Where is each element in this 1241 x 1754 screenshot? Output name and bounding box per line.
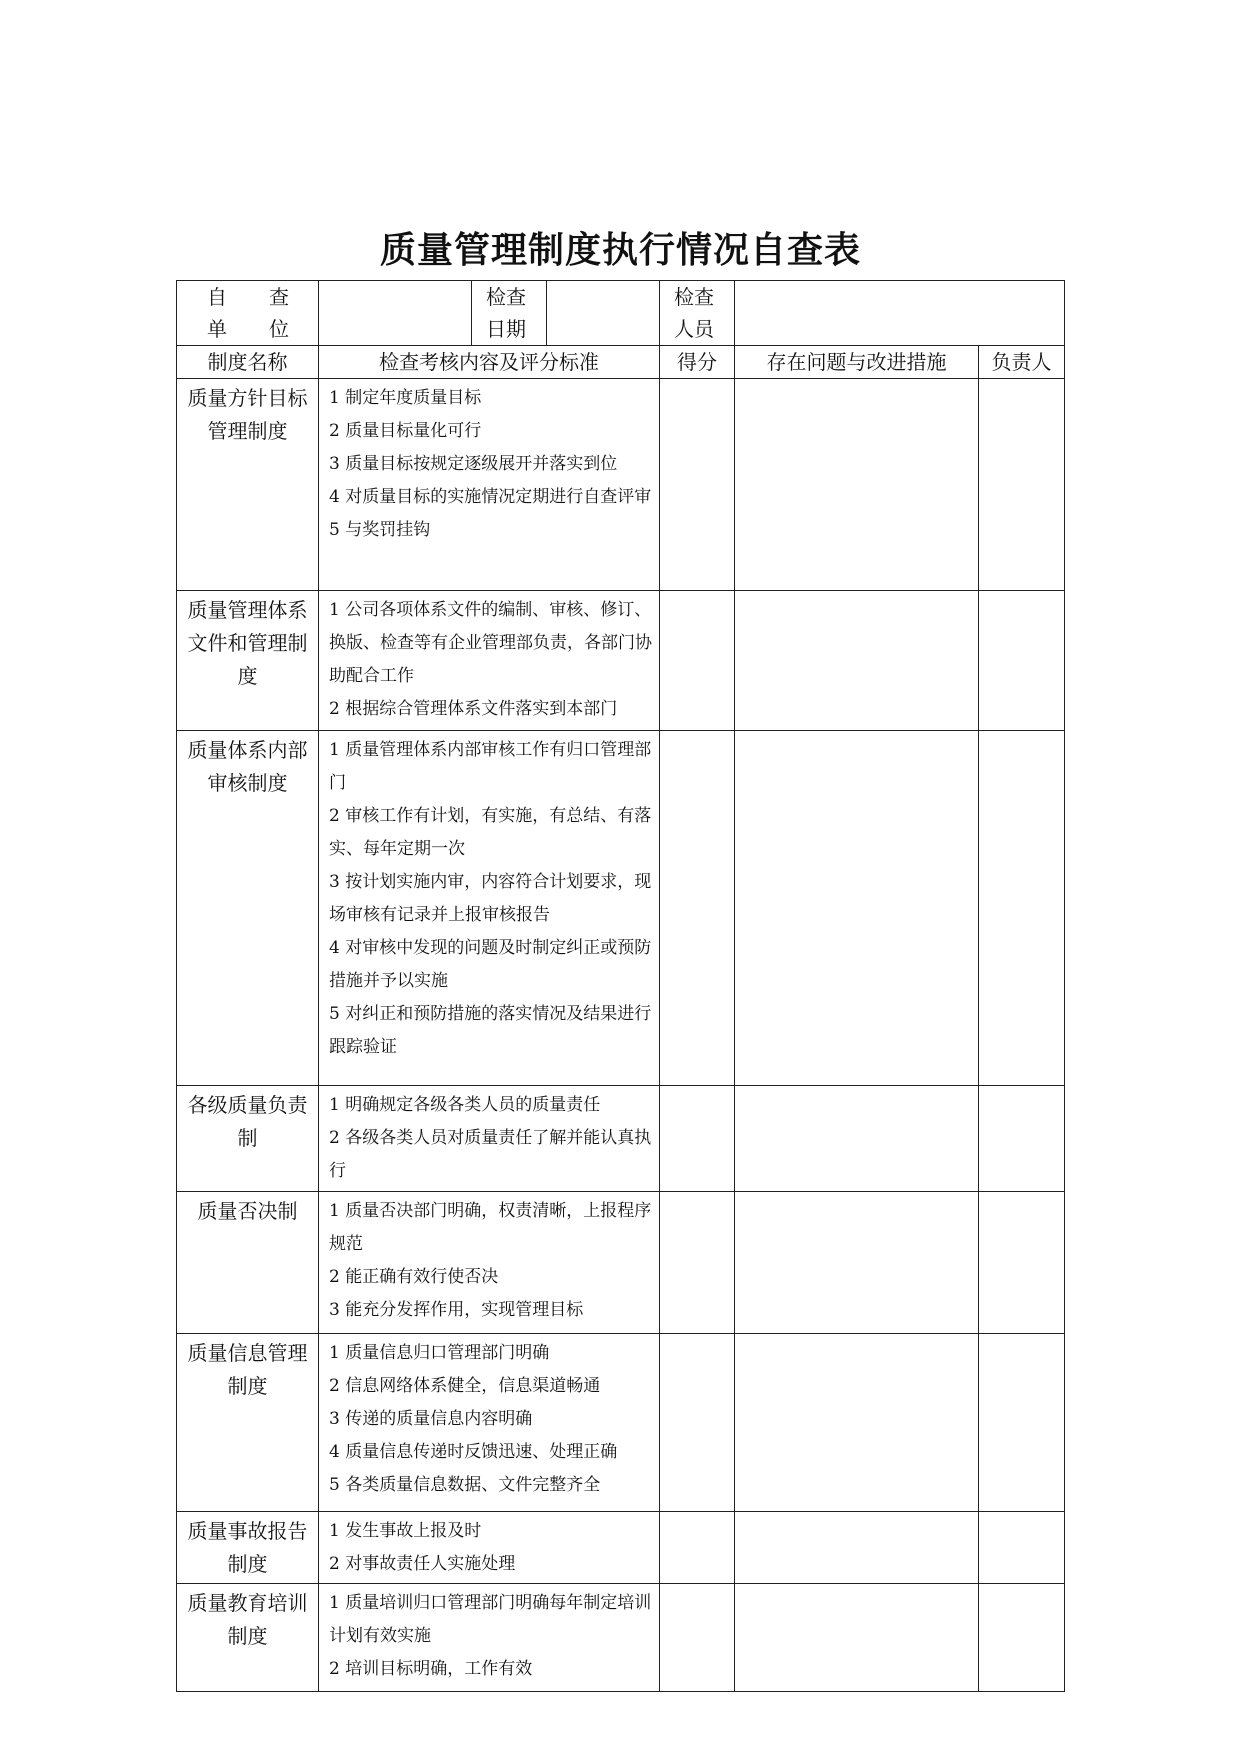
owner-cell[interactable] (979, 591, 1065, 731)
criteria-item: 1 制定年度质量目标 (329, 388, 482, 408)
header-row (177, 281, 1065, 346)
criteria-item: 4 对审核中发现的问题及时制定纠正或预防措施并予以实施 (329, 938, 652, 991)
criteria-item: 2 审核工作有计划，有实施，有总结、有落实、每年定期一次 (329, 806, 652, 859)
column-header-issues: 存在问题与改进措施 (735, 346, 979, 379)
column-header-name: 制度名称 (177, 346, 319, 379)
criteria-item: 4 质量信息传递时反馈迅速、处理正确 (329, 1442, 618, 1462)
criteria-item: 3 按计划实施内审，内容符合计划要求，现场审核有记录并上报审核报告 (329, 872, 652, 925)
criteria-list (319, 1334, 660, 1512)
criteria-list (319, 1584, 660, 1692)
owner-cell[interactable] (979, 731, 1065, 1086)
score-cell[interactable] (660, 731, 735, 1086)
score-cell[interactable] (660, 379, 735, 591)
issues-cell[interactable] (735, 1584, 979, 1692)
criteria-item: 5 与奖罚挂钩 (329, 520, 431, 540)
criteria-list (319, 591, 660, 731)
issues-cell[interactable] (735, 731, 979, 1086)
criteria-list (319, 379, 660, 591)
date-label: 检查 日期 (472, 281, 547, 346)
column-header-owner: 负责人 (979, 346, 1065, 379)
criteria-item: 3 质量目标按规定逐级展开并落实到位 (329, 454, 618, 474)
system-name: 质量管理体系文件和管理制度 (177, 591, 319, 731)
score-cell[interactable] (660, 1192, 735, 1334)
criteria-item: 1 公司各项体系文件的编制、审核、修订、换版、检查等有企业管理部负责，各部门协助配合工作 (329, 600, 652, 686)
system-name: 质量信息管理制度 (177, 1334, 319, 1512)
table-row (177, 1086, 1065, 1192)
criteria-item: 1 质量信息归口管理部门明确 (329, 1343, 550, 1363)
owner-cell[interactable] (979, 379, 1065, 591)
column-header-row (177, 346, 1065, 379)
table-row (177, 1584, 1065, 1692)
owner-cell[interactable] (979, 1334, 1065, 1512)
criteria-item: 1 质量否决部门明确，权责清晰，上报程序规范 (329, 1201, 652, 1254)
score-cell[interactable] (660, 1334, 735, 1512)
owner-cell[interactable] (979, 1086, 1065, 1192)
system-name: 质量事故报告制度 (177, 1512, 319, 1584)
system-name: 质量否决制 (177, 1192, 319, 1334)
criteria-list (319, 1192, 660, 1334)
table-row (177, 591, 1065, 731)
criteria-list (319, 1512, 660, 1584)
table-row (177, 1192, 1065, 1334)
criteria-item: 5 各类质量信息数据、文件完整齐全 (329, 1475, 601, 1495)
owner-cell[interactable] (979, 1584, 1065, 1692)
score-cell[interactable] (660, 1086, 735, 1192)
unit-field[interactable] (319, 281, 472, 346)
column-header-score: 得分 (660, 346, 735, 379)
score-cell[interactable] (660, 1512, 735, 1584)
table-body (177, 379, 1065, 1692)
unit-label: 自 查 单 位 (177, 281, 319, 346)
criteria-item: 2 能正确有效行使否决 (329, 1267, 499, 1287)
issues-cell[interactable] (735, 1192, 979, 1334)
criteria-item: 2 信息网络体系健全，信息渠道畅通 (329, 1376, 601, 1396)
table-row (177, 1334, 1065, 1512)
criteria-item: 2 根据综合管理体系文件落实到本部门 (329, 699, 618, 719)
criteria-item: 2 各级各类人员对质量责任了解并能认真执行 (329, 1128, 652, 1181)
column-header-criteria: 检查考核内容及评分标准 (319, 346, 660, 379)
criteria-item: 5 对纠正和预防措施的落实情况及结果进行跟踪验证 (329, 1004, 652, 1057)
criteria-item: 4 对质量目标的实施情况定期进行自查评审 (329, 487, 652, 507)
criteria-item: 3 传递的质量信息内容明确 (329, 1409, 533, 1429)
criteria-item: 2 质量目标量化可行 (329, 421, 482, 441)
issues-cell[interactable] (735, 379, 979, 591)
date-field[interactable] (547, 281, 660, 346)
owner-cell[interactable] (979, 1512, 1065, 1584)
criteria-item: 1 质量管理体系内部审核工作有归口管理部门 (329, 740, 652, 793)
criteria-item: 1 明确规定各级各类人员的质量责任 (329, 1095, 601, 1115)
criteria-item: 1 发生事故上报及时 (329, 1521, 482, 1541)
criteria-item: 3 能充分发挥作用，实现管理目标 (329, 1300, 584, 1320)
criteria-list (319, 731, 660, 1086)
system-name: 质量方针目标管理制度 (177, 379, 319, 591)
score-cell[interactable] (660, 591, 735, 731)
table-row (177, 1512, 1065, 1584)
self-check-table (176, 280, 1065, 1692)
table-row (177, 731, 1065, 1086)
criteria-item: 2 对事故责任人实施处理 (329, 1554, 516, 1574)
table-row (177, 379, 1065, 591)
criteria-item: 1 质量培训归口管理部门明确每年制定培训计划有效实施 (329, 1593, 652, 1646)
system-name: 质量教育培训制度 (177, 1584, 319, 1692)
issues-cell[interactable] (735, 1334, 979, 1512)
issues-cell[interactable] (735, 1086, 979, 1192)
inspector-label: 检查 人员 (660, 281, 735, 346)
page-title: 质量管理制度执行情况自查表 (379, 230, 861, 271)
owner-cell[interactable] (979, 1192, 1065, 1334)
issues-cell[interactable] (735, 591, 979, 731)
inspector-field[interactable] (735, 281, 1065, 346)
system-name: 质量体系内部审核制度 (177, 731, 319, 1086)
system-name: 各级质量负责制 (177, 1086, 319, 1192)
score-cell[interactable] (660, 1584, 735, 1692)
criteria-list (319, 1086, 660, 1192)
criteria-item: 2 培训目标明确，工作有效 (329, 1659, 533, 1679)
issues-cell[interactable] (735, 1512, 979, 1584)
